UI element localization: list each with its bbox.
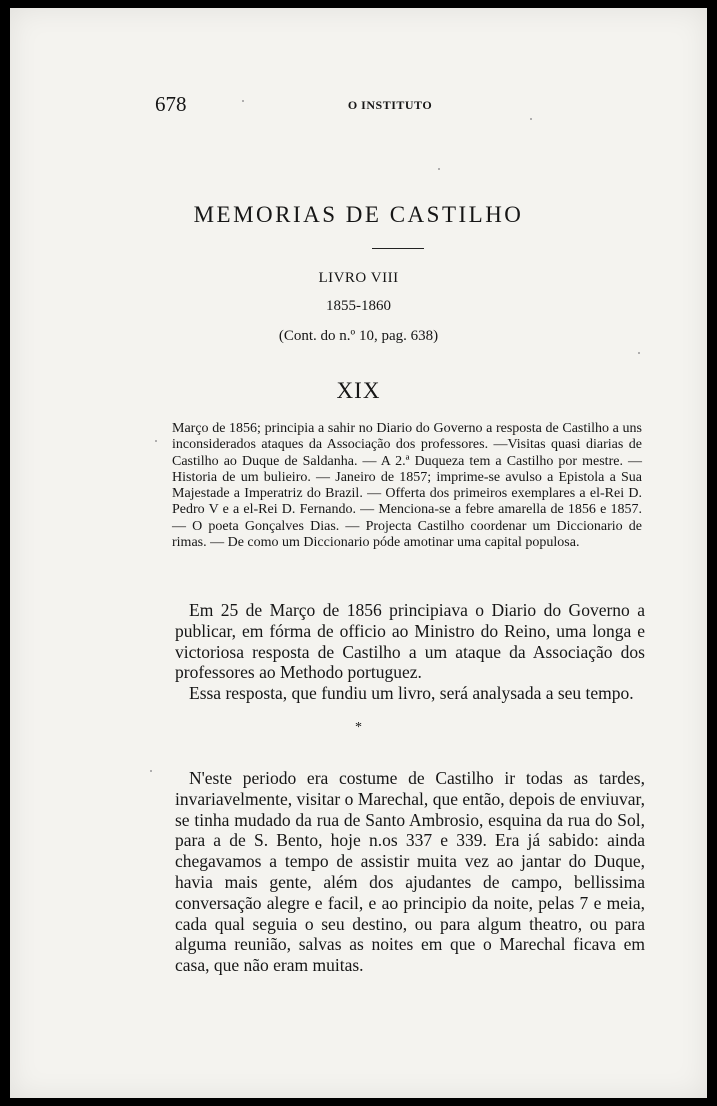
book-page <box>10 8 707 1098</box>
paragraph-2: Essa resposta, que fundiu um livro, será analysada a seu tempo. <box>189 683 634 703</box>
running-title: O INSTITUTO <box>347 98 433 112</box>
paper-speck <box>242 100 244 102</box>
paper-speck <box>155 440 157 442</box>
paragraph-1: Em 25 de Março de 1856 principiava o Diario do Governo a publicar, em fórma de officio ao Ministro do Reino, uma longa e victoriosa resposta de Castilho a um ataque da Associação dos professores ao Methodo portuguez. <box>175 600 645 683</box>
section-divider: * <box>355 720 362 735</box>
year-range: 1855-1860 <box>326 298 391 314</box>
chapter-summary: Março de 1856; principia a sahir no Diario do Governo a resposta de Castilho a uns inconsiderados ataques da Associação dos professores. —Visitas quasi diarias de Castilho ao Duque de Saldanha. — A 2.ª Duqueza tem a Castilho por mestre. — Historia de um bulieiro. — Janeiro de 1857; imprime-se avulso a Epistola a Sua Majestade a Imperatriz do Brazil. — Offerta dos primeiros exemplares a el-Rei D. Pedro V e a el-Rei D. Fernando. — Menciona-se a febre amarella de 1856 e 1857. — O poeta Gonçalves Dias. — Projecta Castilho coordenar um Diccionario de rimas. — De como um Diccionario póde amotinar uma capital populosa. <box>172 421 642 551</box>
article-title: MEMORIAS DE CASTILHO <box>193 202 524 227</box>
page-header <box>155 92 625 116</box>
continuation-note: (Cont. do n.º 10, pag. 638) <box>278 328 439 344</box>
paragraph-3: N'este periodo era costume de Castilho ir todas as tardes, invariavelmente, visitar o Marechal, que então, depois de enviuvar, se tinha mudado da rua de Santo Ambrosio, esquina da rua do Sol, para a de S. Bento, hoje n.os 337 e 339. Era já sabido: ainda chegavamos a tempo de assistir muita vez ao jantar do Duque, havia mais gente, além dos ajudantes de campo, bellissima conversação alegre e facil, e ao principio da noite, pelas 7 e meia, cada qual seguia o seu destino, ou para algum theatro, ou para alguma reunião, salvas as noites em que o Marechal ficava em casa, que não eram muitas. <box>175 768 645 976</box>
paper-speck <box>438 168 440 170</box>
paper-speck <box>530 118 532 120</box>
page-number: 678 <box>155 92 187 116</box>
chapter-number: XIX <box>336 378 381 403</box>
title-rule <box>372 248 424 249</box>
paper-speck <box>638 352 640 354</box>
paper-speck <box>150 770 152 772</box>
book-number: LIVRO VIII <box>318 270 399 286</box>
